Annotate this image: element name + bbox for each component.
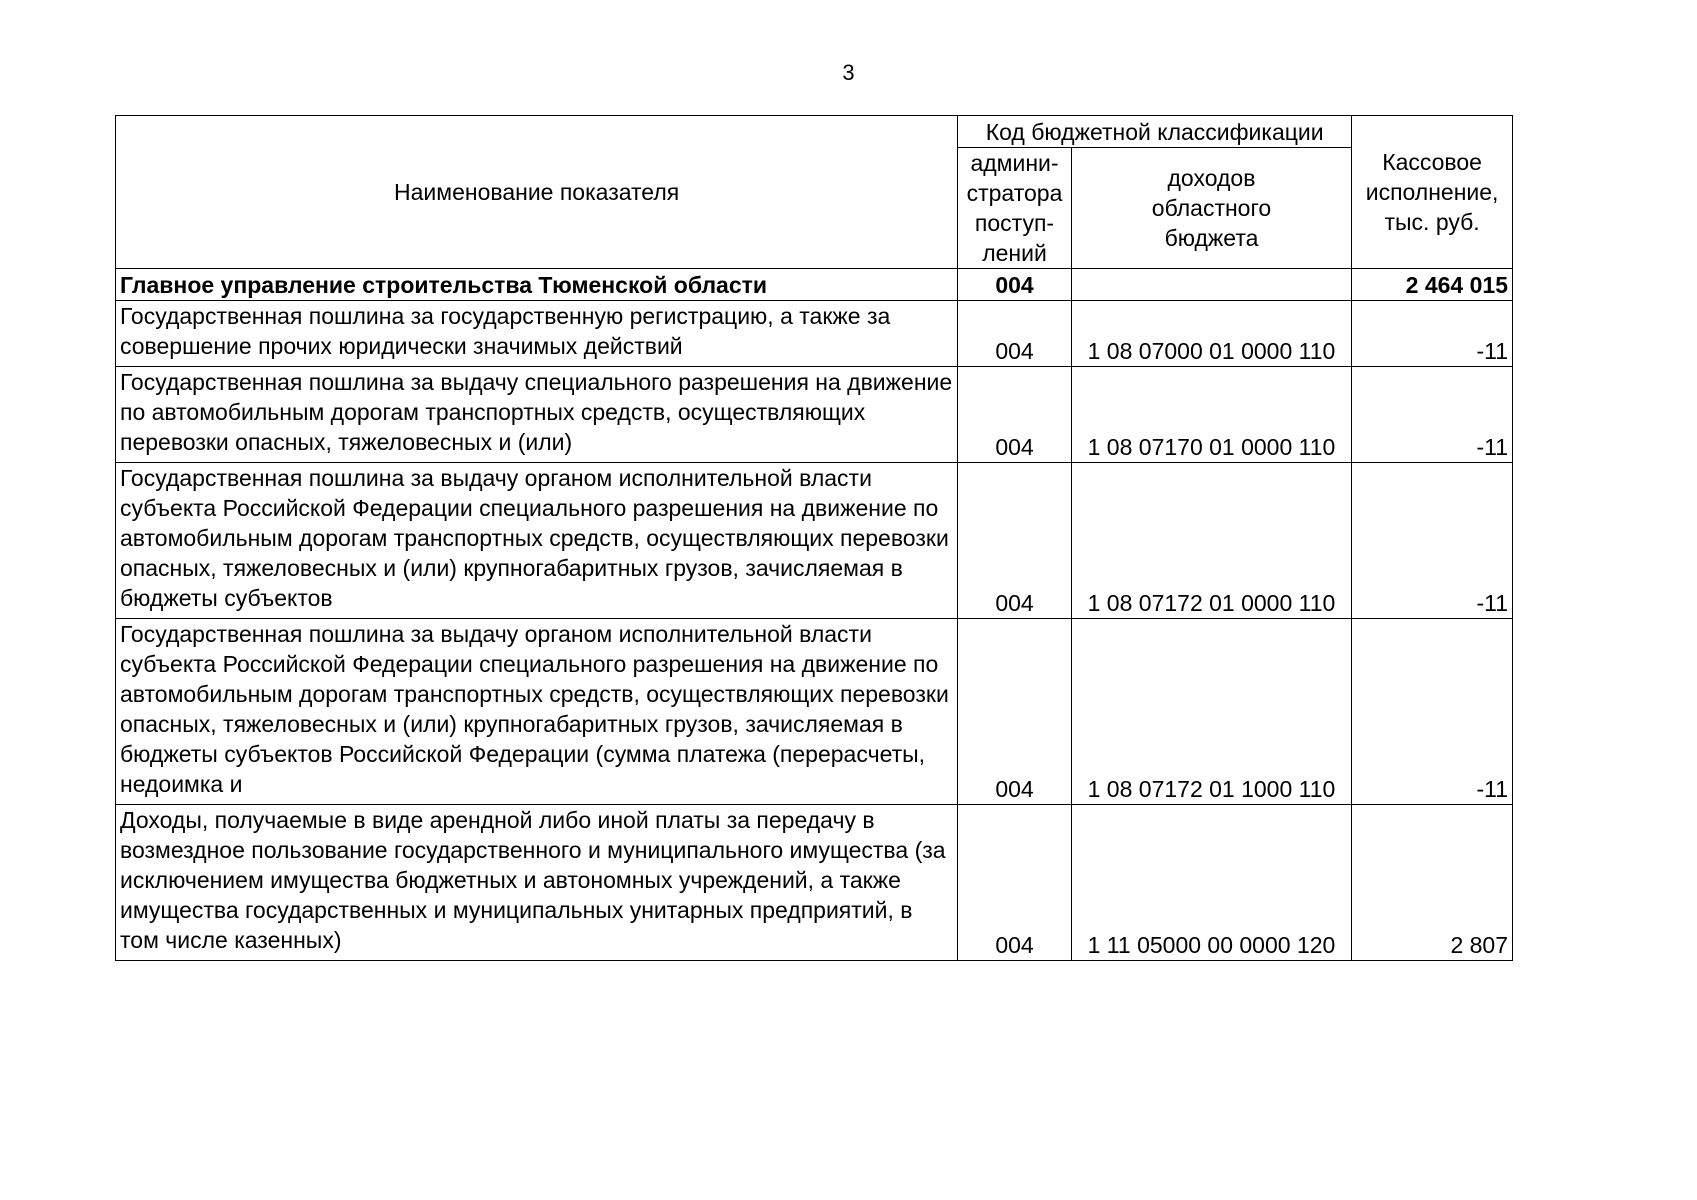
table-row <box>116 463 1513 619</box>
row-admin-code: 004 <box>958 619 1072 805</box>
header-admin: админи- стратора поступ- лений <box>958 148 1072 269</box>
table-row <box>116 805 1513 961</box>
header-income: доходов областного бюджета <box>1071 148 1351 269</box>
row-name: Государственная пошлина за выдачу специального разрешения на движение по автомобильным дорогам транспортных средств, осуществляющих перевозки опасных, тяжеловесных и (или) <box>116 367 958 463</box>
row-admin-code: 004 <box>958 367 1072 463</box>
row-name: Государственная пошлина за выдачу органом исполнительной власти субъекта Российской Федерации специального разрешения на движение по автомобильным дорогам транспортных средств, осуществляющих перевозки опасных, тяжеловесных и (или) крупногабаритных грузов, зачисляемая в бюджеты субъектов <box>116 463 958 619</box>
row-income-code: 1 08 07172 01 1000 110 <box>1071 619 1351 805</box>
header-classification: Код бюджетной классификации <box>958 116 1352 148</box>
row-income-code <box>1071 269 1351 301</box>
row-amount: 2 464 015 <box>1352 269 1513 301</box>
table-row <box>116 367 1513 463</box>
row-name: Доходы, получаемые в виде арендной либо иной платы за передачу в возмездное пользование государственного и муниципального имущества (за исключением имущества бюджетных и автономных учреждений, а также имущества государственных и муниципальных унитарных предприятий, в том числе казенных) <box>116 805 958 961</box>
row-admin-code: 004 <box>958 301 1072 367</box>
row-income-code: 1 08 07172 01 0000 110 <box>1071 463 1351 619</box>
row-amount: -11 <box>1352 301 1513 367</box>
row-name: Государственная пошлина за выдачу органом исполнительной власти субъекта Российской Федерации специального разрешения на движение по автомобильным дорогам транспортных средств, осуществляющих перевозки опасных, тяжеловесных и (или) крупногабаритных грузов, зачисляемая в бюджеты субъектов Российской Федерации (сумма платежа (перерасчеты, недоимка и <box>116 619 958 805</box>
row-name: Главное управление строительства Тюменской области <box>116 269 958 301</box>
table-row <box>116 269 1513 301</box>
row-income-code: 1 08 07000 01 0000 110 <box>1071 301 1351 367</box>
header-name: Наименование показателя <box>116 116 958 269</box>
row-admin-code: 004 <box>958 463 1072 619</box>
row-income-code: 1 11 05000 00 0000 120 <box>1071 805 1351 961</box>
budget-table <box>115 115 1513 961</box>
row-admin-code: 004 <box>958 269 1072 301</box>
row-amount: 2 807 <box>1352 805 1513 961</box>
row-name: Государственная пошлина за государственную регистрацию, а также за совершение прочих юридически значимых действий <box>116 301 958 367</box>
row-amount: -11 <box>1352 367 1513 463</box>
table-row <box>116 619 1513 805</box>
row-amount: -11 <box>1352 619 1513 805</box>
row-amount: -11 <box>1352 463 1513 619</box>
row-admin-code: 004 <box>958 805 1072 961</box>
row-income-code: 1 08 07170 01 0000 110 <box>1071 367 1351 463</box>
table-row <box>116 301 1513 367</box>
page-number: 3 <box>842 60 855 85</box>
header-amount: Кассовое исполнение, тыс. руб. <box>1352 116 1513 269</box>
